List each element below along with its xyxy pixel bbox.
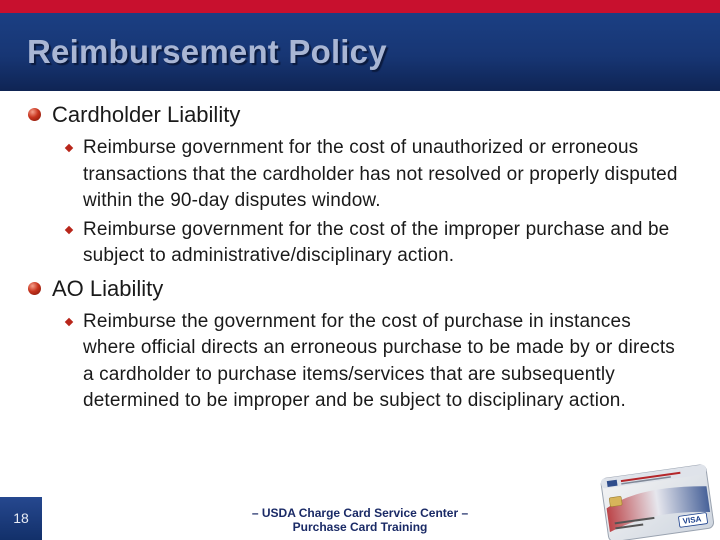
diamond-bullet-icon (65, 225, 73, 233)
title-bar (0, 13, 720, 91)
slide-content (0, 100, 720, 415)
section-heading-text: Cardholder Liability (52, 102, 241, 127)
section-heading (52, 100, 720, 130)
red-ball-bullet-icon (28, 282, 41, 295)
sub-bullet (83, 217, 683, 270)
footer-line-1: – USDA Charge Card Service Center – (251, 506, 469, 520)
footer-line-2: Purchase Card Training (292, 520, 428, 534)
diamond-bullet-icon (65, 317, 73, 325)
footer (230, 506, 490, 534)
sub-bullet-text: Reimburse government for the cost of unauthorized or erroneous transactions that the cardholder has not resolved or properly disputed within the 90-day disputes window. (83, 137, 678, 211)
section-heading (52, 274, 720, 304)
sub-bullet (83, 309, 683, 415)
section-cardholder-liability (0, 100, 720, 270)
top-accent-stripe (0, 0, 720, 13)
page-number: 18 (13, 510, 29, 526)
red-ball-bullet-icon (28, 108, 41, 121)
section-heading-text: AO Liability (52, 275, 164, 301)
sub-bullet-text: Reimburse government for the cost of the improper purchase and be subject to administrative/disciplinary action. (83, 218, 670, 266)
visa-logo-text: VISA (682, 514, 702, 526)
page-number-box (0, 497, 42, 540)
purchase-card-image (590, 462, 714, 540)
section-ao-liability (0, 274, 720, 415)
slide-title: Reimbursement Policy (27, 33, 387, 70)
diamond-bullet-icon (65, 144, 73, 152)
sub-bullet-text: Reimburse the government for the cost of purchase in instances where official directs an erroneous purchase to be made by or directs a cardholder to purchase items/services that are subsequently determined to be improper and be subject to disciplinary action. (83, 310, 675, 411)
sub-bullet (83, 135, 683, 215)
